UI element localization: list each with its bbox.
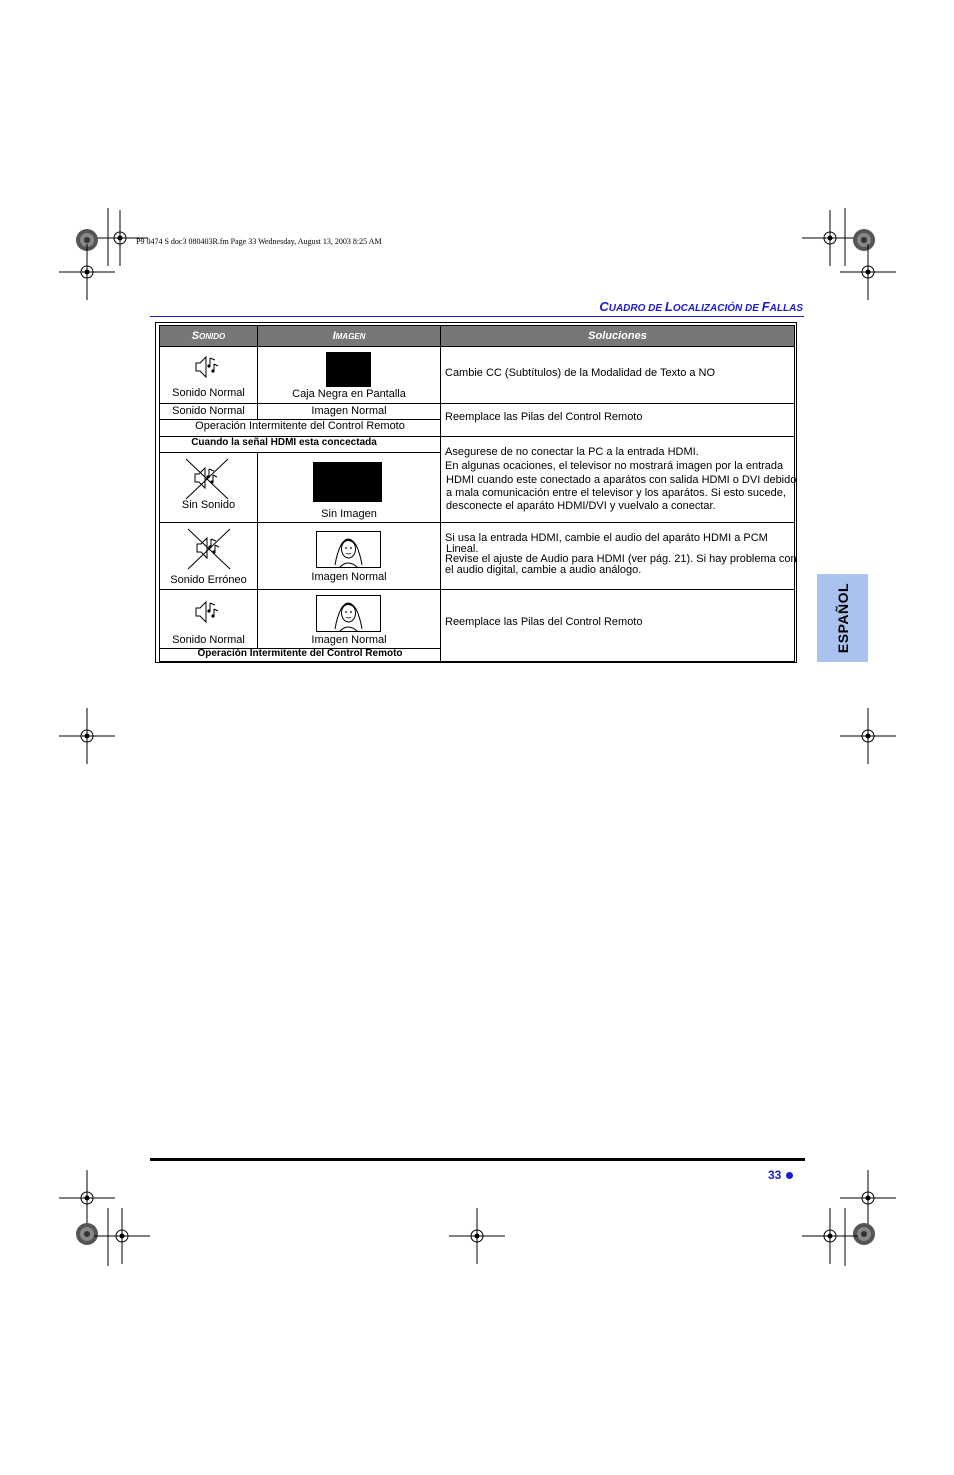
row1-solucion: Cambie CC (Subtítulos) de la Modalidad de Texto a NO bbox=[445, 367, 716, 379]
row5-note: Operación Intermitente del Control Remoto bbox=[197, 648, 403, 659]
registration-mark-icon bbox=[853, 229, 875, 251]
speaker-icon bbox=[193, 597, 221, 627]
row3-header: Cuando la señal HDMI esta concectada bbox=[191, 437, 377, 448]
woman-face-icon bbox=[316, 531, 381, 568]
language-tab: ESPAÑOL bbox=[817, 574, 868, 662]
row2-note: Operación Intermitente del Control Remoto bbox=[195, 420, 405, 432]
row3-imagen: Sin Imagen bbox=[321, 508, 377, 520]
registration-mark-icon bbox=[94, 1208, 150, 1264]
footer-rule bbox=[150, 1158, 805, 1161]
row3-solucion-4: a mala comunicación entre el televisor y los aparátos. Si esto sucede, bbox=[446, 487, 786, 499]
row4-solucion-1: Si usa la entrada HDMI, cambie el audio del aparáto HDMI a PCM bbox=[445, 532, 768, 544]
registration-mark-icon bbox=[59, 708, 115, 764]
row3-solucion-3: HDMI cuando este conectado a aparátos con salida HDMI o DVI debido bbox=[446, 474, 797, 486]
no-picture-image bbox=[313, 462, 382, 502]
registration-mark-icon bbox=[59, 244, 115, 300]
print-slug: P9 0474 S doc3 080403R.fm Page 33 Wednesday, August 13, 2003 8:25 AM bbox=[136, 237, 382, 246]
col-header-soluciones: Soluciones bbox=[440, 325, 795, 347]
registration-mark-icon bbox=[840, 708, 896, 764]
col-header-sonido: S ONIDO bbox=[159, 325, 258, 347]
bullet-icon bbox=[786, 1172, 793, 1179]
registration-mark-icon bbox=[853, 1223, 875, 1245]
page-title: CUADRO DE LOCALIZACIÓN DE FALLAS bbox=[599, 299, 803, 314]
row2-solucion: Reemplace las Pilas del Control Remoto bbox=[445, 411, 643, 423]
black-screen-image bbox=[326, 352, 371, 387]
registration-mark-icon bbox=[802, 1208, 858, 1264]
row3-solucion-1: Asegurese de no conectar la PC a la entrada HDMI. bbox=[445, 446, 699, 458]
woman-face-icon bbox=[316, 595, 381, 632]
row5-imagen: Imagen Normal bbox=[311, 634, 387, 646]
row5-solucion: Reemplace las Pilas del Control Remoto bbox=[445, 616, 643, 628]
row4-solucion-3: Revise el ajuste de Audio para HDMI (ver pág. 21). Si hay problema con bbox=[445, 553, 797, 565]
row1-imagen: Caja Negra en Pantalla bbox=[292, 388, 406, 400]
row3-solucion-2: En algunas ocaciones, el televisor no mostrará imagen por la entrada bbox=[445, 460, 784, 472]
muted-speaker-icon bbox=[184, 526, 234, 572]
row4-imagen: Imagen Normal bbox=[311, 571, 387, 583]
registration-mark-icon bbox=[59, 1170, 115, 1226]
muted-speaker-icon bbox=[182, 456, 232, 502]
col-header-imagen: I MAGEN bbox=[257, 325, 441, 347]
row4-sonido: Sonido Erróneo bbox=[170, 574, 247, 586]
registration-mark-icon bbox=[449, 1208, 505, 1264]
registration-mark-icon bbox=[802, 210, 858, 266]
header-rule bbox=[150, 316, 804, 317]
row3-solucion-5: desconecte el aparáto HDMI/DVI y vuelvalo a conectar. bbox=[446, 500, 716, 512]
row2-imagen: Imagen Normal bbox=[311, 405, 387, 417]
row4-solucion-4: el audio digital, cambie a audio análogo. bbox=[445, 564, 642, 576]
row3-sonido: Sin Sonido bbox=[181, 499, 236, 511]
registration-mark-icon bbox=[76, 1223, 98, 1245]
row2-sonido: Sonido Normal bbox=[172, 405, 245, 417]
row1-sonido: Sonido Normal bbox=[172, 387, 245, 399]
row4-solucion-2: Lineal. bbox=[446, 543, 479, 555]
row5-sonido: Sonido Normal bbox=[172, 634, 245, 646]
registration-mark-icon bbox=[840, 244, 896, 300]
registration-mark-icon bbox=[840, 1170, 896, 1226]
page-number: 33 bbox=[768, 1168, 782, 1182]
speaker-icon bbox=[193, 352, 221, 382]
